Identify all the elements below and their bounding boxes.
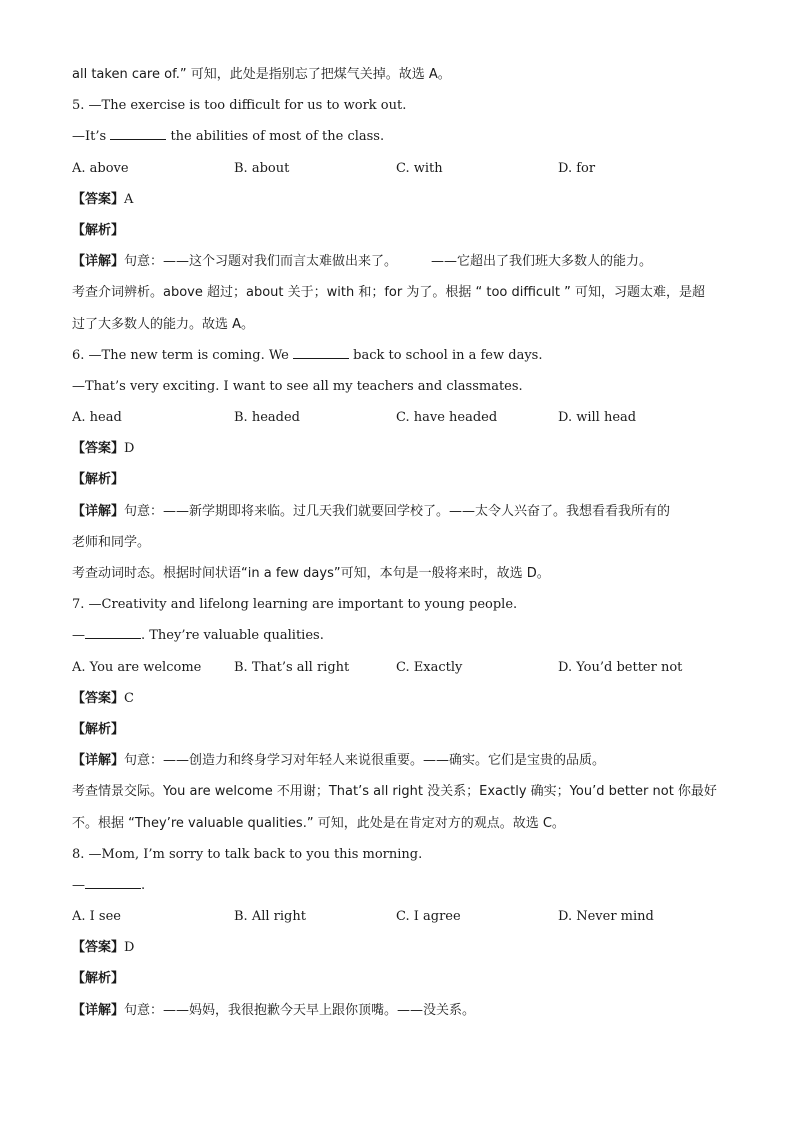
q8-detail-1-text: 句意：——妈妈，我很抱歉今天早上跟你顶嘴。——没关系。	[124, 1002, 476, 1018]
q7-blank	[85, 624, 141, 639]
q6-option-d: D. will head	[558, 410, 637, 426]
q6-stem-pre: 6. —The new term is coming. We	[72, 347, 289, 363]
q5-options	[72, 156, 734, 187]
q6-answer	[72, 436, 734, 467]
q7-reply-pre: —	[72, 628, 85, 644]
q6-reply: —That’s very exciting. I want to see all my teachers and classmates.	[72, 378, 523, 394]
q6-stem	[72, 343, 734, 374]
q8-reply	[72, 873, 734, 904]
q7-reply-post: . They’re valuable qualities.	[141, 628, 324, 644]
q5-detail-3: 过了大多数人的能力。故选 A。	[72, 316, 255, 332]
q5-option-d: D. for	[558, 160, 596, 176]
detail-label: 【详解】	[72, 1002, 125, 1018]
q5-reply-pre: —It’s	[72, 129, 107, 145]
q5-detail-1a: 句意：——这个习题对我们而言太难做出来了。	[124, 254, 398, 270]
q6-blank	[293, 344, 349, 359]
q7-option-d: D. You’d better not	[558, 659, 683, 675]
q7-reply	[72, 623, 734, 654]
q7-answer	[72, 686, 734, 717]
q7-detail-2: 考查情景交际。You are welcome 不用谢；That’s all right 没关系；Exactly 确实；You’d better not 你最好	[72, 784, 717, 800]
q5-analysis	[72, 218, 734, 249]
q5-reply	[72, 124, 734, 155]
q6-option-c: C. have headed	[396, 410, 498, 426]
answer-label: 【答案】	[72, 441, 125, 457]
q7-answer-value: C	[124, 690, 134, 706]
q7-detail-1	[72, 748, 734, 779]
q8-detail-1	[72, 998, 734, 1029]
q5-option-a: A. above	[72, 160, 129, 176]
q8-option-d: D. Never mind	[558, 909, 654, 925]
q8-blank	[85, 874, 141, 889]
q7-detail-3: 不。根据 “They’re valuable qualities.” 可知，此处是在肯定对方的观点。故选 C。	[72, 815, 565, 831]
q6-detail-1	[72, 499, 734, 530]
q8-reply-post: .	[141, 877, 146, 893]
q5-answer	[72, 187, 734, 218]
detail-label: 【详解】	[72, 503, 125, 519]
q7-option-b: B. That’s all right	[234, 659, 350, 675]
q8-option-a: A. I see	[72, 909, 121, 925]
q6-option-b: B. headed	[234, 410, 300, 426]
q7-options	[72, 655, 734, 686]
q7-option-a: A. You are welcome	[72, 659, 202, 675]
q5-reply-post: the abilities of most of the class.	[170, 129, 385, 145]
q8-reply-pre: —	[72, 877, 85, 893]
q7-analysis	[72, 717, 734, 748]
analysis-label: 【解析】	[72, 472, 125, 488]
q5-stem: 5. —The exercise is too difficult for us to work out.	[72, 98, 407, 114]
q6-answer-value: D	[124, 441, 135, 457]
answer-label: 【答案】	[72, 191, 125, 207]
q6-stem-post: back to school in a few days.	[353, 347, 543, 363]
q8-answer-value: D	[124, 940, 135, 956]
q6-options	[72, 405, 734, 436]
q5-detail-1b: ——它超出了我们班大多数人的能力。	[431, 254, 653, 270]
q6-detail-2: 老师和同学。	[72, 534, 151, 550]
q6-analysis	[72, 467, 734, 498]
q8-options	[72, 904, 734, 935]
q8-option-b: B. All right	[234, 909, 306, 925]
q8-option-c: C. I agree	[396, 909, 461, 925]
q5-option-b: B. about	[234, 160, 290, 176]
q7-detail-1-text: 句意：——创造力和终身学习对年轻人来说很重要。——确实。它们是宝贵的品质。	[124, 753, 606, 769]
q8-analysis	[72, 966, 734, 997]
q5-answer-value: A	[124, 191, 134, 207]
q8-stem: 8. —Mom, I’m sorry to talk back to you this morning.	[72, 846, 423, 862]
continuation-line: all taken care of.” 可知，此处是指别忘了把煤气关掉。故选 A。	[72, 67, 451, 82]
analysis-label: 【解析】	[72, 971, 125, 987]
q5-detail-1	[72, 249, 734, 280]
analysis-label: 【解析】	[72, 222, 125, 238]
q8-answer	[72, 935, 734, 966]
q5-blank	[110, 125, 166, 140]
answer-label: 【答案】	[72, 690, 125, 706]
q6-option-a: A. head	[72, 410, 122, 426]
analysis-label: 【解析】	[72, 721, 125, 737]
q7-option-c: C. Exactly	[396, 659, 463, 675]
detail-label: 【详解】	[72, 753, 125, 769]
q7-stem: 7. —Creativity and lifelong learning are important to young people.	[72, 597, 518, 613]
q5-detail-2: 考查介词辨析。above 超过；about 关于；with 和；for 为了。根据 “ too difficult ” 可知，习题太难，是超	[72, 285, 706, 301]
q6-detail-1-text: 句意：——新学期即将来临。过几天我们就要回学校了。——太令人兴奋了。我想看看我所有的	[124, 503, 671, 519]
q5-option-c: C. with	[396, 160, 443, 176]
answer-label: 【答案】	[72, 940, 125, 956]
detail-label: 【详解】	[72, 254, 125, 270]
q6-detail-3: 考查动词时态。根据时间状语“in a few days”可知，本句是一般将来时，故选 D。	[72, 566, 550, 581]
